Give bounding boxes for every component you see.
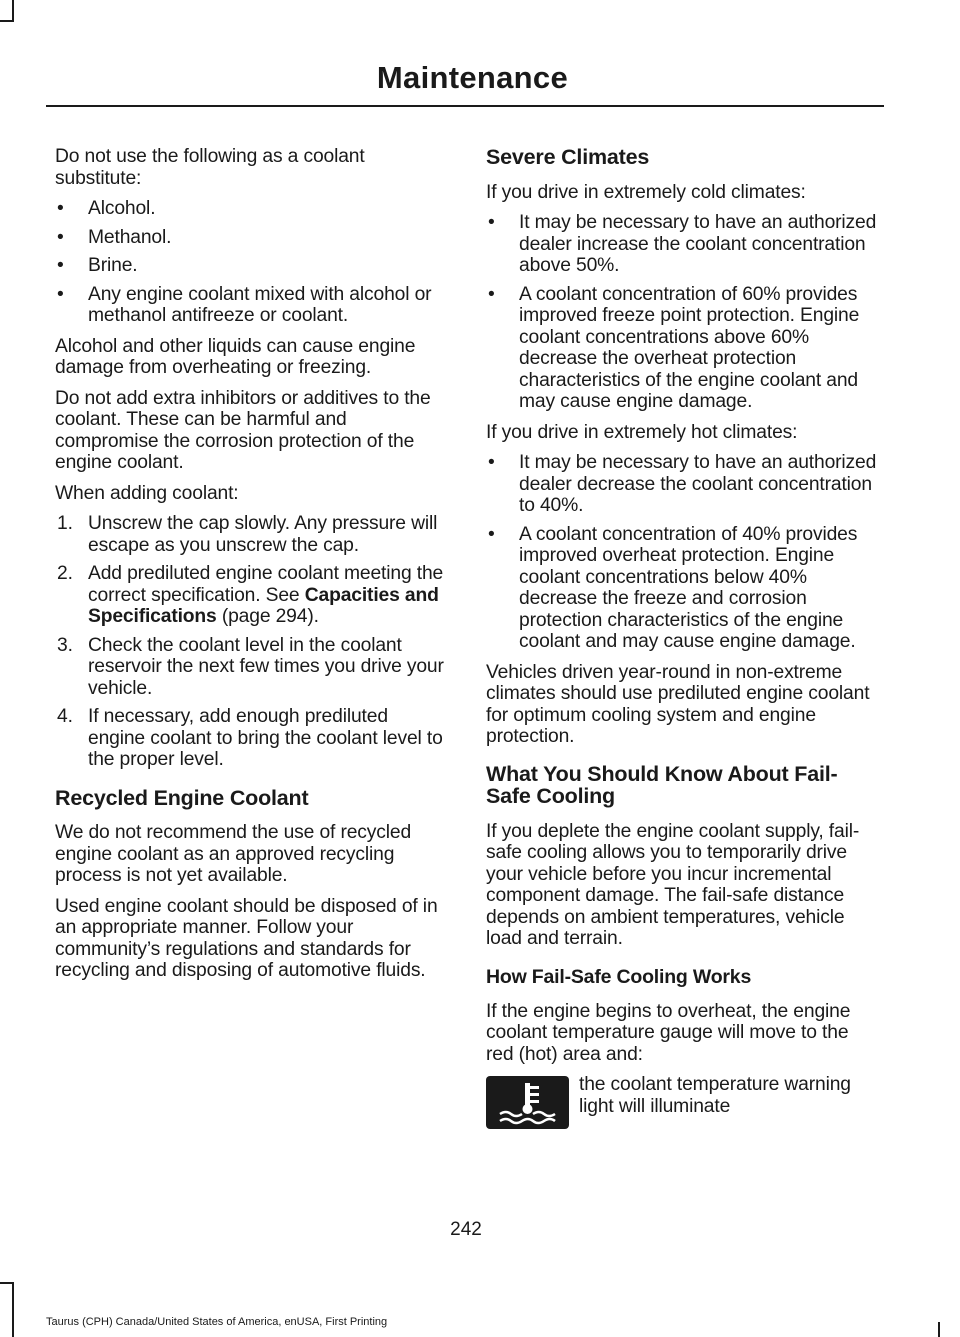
paragraph: We do not recommend the use of recycled engine coolant as an approved recycling process is not yet available.: [55, 822, 412, 886]
list-item: 2. Add prediluted engine coolant meeting the correct specification. See Capacities and Specifications (page 294).: [57, 563, 444, 627]
list-item: • Methanol.: [57, 226, 172, 248]
crop-mark: [938, 1322, 940, 1337]
paragraph: When adding coolant:: [55, 482, 239, 504]
paragraph: If the engine begins to overheat, the engine coolant temperature gauge will move to the red (hot) area and:: [486, 1000, 851, 1065]
paragraph: If you drive in extremely cold climates:: [486, 181, 806, 203]
paragraph: Alcohol and other liquids can cause engine damage from overheating or freezing.: [55, 335, 416, 378]
list-item: • A coolant concentration of 40% provides improved overheat protection. Engine coolant concentrations below 40% decrease the freeze and corrosion protection characteristics of the engine coolant and may cause engine damage.: [488, 523, 858, 652]
paragraph: If you drive in extremely hot climates:: [486, 421, 798, 443]
subsection-heading: How Fail-Safe Cooling Works: [486, 965, 752, 988]
bullet-list: [55, 198, 447, 327]
paragraph: Do not use the following as a coolant substitute:: [55, 146, 365, 189]
numbered-list: [55, 513, 447, 771]
left-column: [55, 146, 447, 991]
section-heading: Recycled Engine Coolant: [55, 785, 309, 810]
bullet-marker: •: [488, 523, 495, 545]
bullet-marker: •: [488, 212, 495, 233]
header-rule: [46, 105, 884, 107]
bullet-marker: •: [488, 452, 495, 473]
bullet-marker: •: [488, 283, 495, 305]
bullet-marker: •: [57, 283, 64, 305]
section-heading: What You Should Know About Fail-Safe Cooling: [486, 761, 838, 808]
right-column: [486, 146, 878, 1129]
crop-mark: [12, 0, 14, 20]
list-item: • It may be necessary to have an authorized dealer decrease the coolant concentration to 40%.: [488, 452, 877, 516]
paragraph: Do not add extra inhibitors or additives to the coolant. These can be harmful and compromise the corrosion protection of the engine coolant.: [55, 387, 431, 473]
list-item: 3. Check the coolant level in the coolant reservoir the next few times you drive your vehicle.: [57, 634, 444, 699]
crop-mark: [0, 20, 14, 22]
list-item: • A coolant concentration of 60% provides improved freeze point protection. Engine coolant concentrations above 60% decrease the overheat protection characteristics of the engine coolant and may cause engine damage.: [488, 283, 860, 412]
thermometer-waves-icon: [486, 1076, 569, 1129]
cross-reference-link[interactable]: Capacities and Specifications: [88, 584, 439, 627]
list-item: • Any engine coolant mixed with alcohol or methanol antifreeze or coolant.: [57, 283, 432, 326]
bullet-marker: •: [57, 198, 64, 219]
crop-mark: [0, 1282, 14, 1284]
paragraph: If you deplete the engine coolant supply, fail-safe cooling allows you to temporarily drive your vehicle before you incur incremental component damage. The fail-safe distance depends on ambient temperatures, vehicle load and terrain.: [486, 820, 860, 949]
bullet-marker: •: [57, 255, 64, 276]
list-item: 1. Unscrew the cap slowly. Any pressure will escape as you unscrew the cap.: [57, 513, 438, 556]
list-item: • Alcohol.: [57, 198, 156, 219]
bullet-list: [486, 212, 878, 413]
page-number: 242: [450, 1219, 482, 1240]
section-heading: Severe Climates: [486, 145, 650, 169]
crop-mark: [12, 1282, 14, 1337]
page-header-title: Maintenance: [376, 60, 568, 95]
list-item: 4. If necessary, add enough prediluted engine coolant to bring the coolant level to the proper level.: [57, 706, 443, 770]
bullet-marker: •: [57, 226, 64, 248]
list-item: • It may be necessary to have an authorized dealer increase the coolant concentration above 50%.: [488, 212, 877, 276]
bullet-list: [486, 452, 878, 653]
paragraph: Vehicles driven year-round in non-extreme climates should use prediluted engine coolant for optimum cooling system and engine protection.: [486, 661, 870, 747]
warning-description: the coolant temperature warning light will illuminate: [579, 1074, 851, 1117]
coolant-temperature-warning-icon: [486, 1076, 569, 1129]
paragraph: Used engine coolant should be disposed of in an appropriate manner. Follow your community’s regulations and standards for recycling and disposing of automotive fluids.: [55, 895, 438, 981]
footer-text: Taurus (CPH) Canada/United States of America, enUSA, First Printing: [46, 1316, 388, 1328]
list-item: • Brine.: [57, 255, 138, 276]
warning-light-row: [486, 1074, 878, 1129]
